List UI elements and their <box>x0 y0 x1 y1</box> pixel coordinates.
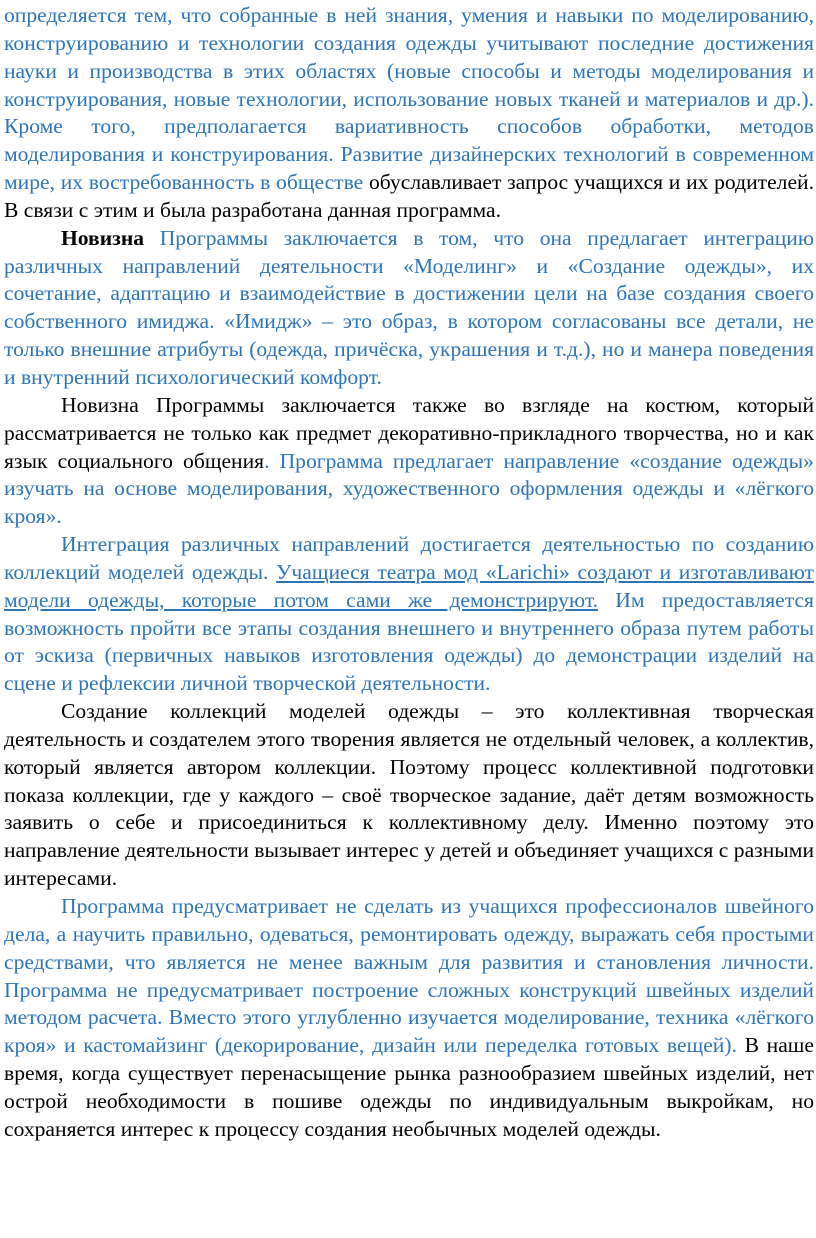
paragraph-2-bold-lead: Новизна <box>61 225 145 250</box>
paragraph-2 <box>4 225 814 392</box>
paragraph-6 <box>4 893 814 1144</box>
paragraph-4 <box>4 531 814 698</box>
paragraph-6-blue-text: Программа предусматривает не сделать из учащихся профессионалов швейного дела, а научить правильно, одеваться, ремонтировать одежду, выражать себя простыми средствами, что является не менее важным для развития и становления личности. Программа не предусматривает построение сложных конструкций швейных изделий методом расчета. Вместо этого углубленно изучается моделирование, техника «лёгкого кроя» и кастомайзинг (декорирование, дизайн или переделка готовых вещей). <box>4 894 814 1058</box>
paragraph-3 <box>4 392 814 531</box>
paragraph-3-black-text: Новизна Программы заключается также во взгляде на костюм, который рассматривается не только как предмет декоративно-прикладного творчества, но и как язык социального общения <box>4 392 814 473</box>
paragraph-6-black-text: В наше время, когда существует перенасыщение рынка разнообразием швейных изделий, нет острой необходимости в пошиве одежды по индивидуальным выкройкам, но сохраняется интерес к процессу создания необычных моделей одежды. <box>4 1033 814 1141</box>
paragraph-5 <box>4 698 814 893</box>
paragraph-1-blue-text: определяется тем, что собранные в ней знания, умения и навыки по моделированию, конструированию и технологии создания одежды учитывают последние достижения науки и производства в этих областях (новые способы и методы моделирования и конструирования, новые технологии, использование новых тканей и материалов и др.). Кроме того, предполагается вариативность способов обработки, методов моделирования и конструирования. Развитие дизайнерских технологий в современном мире, их востребованность в обществе <box>4 3 814 195</box>
paragraph-1-black-text: обуславливает запрос учащихся и их родителей. В связи с этим и была разработана данная программа. <box>4 170 814 222</box>
paragraph-2-blue-text: Программы заключается в том, что она предлагает интеграцию различных направлений деятельности «Моделинг» и «Создание одежды», их сочетание, адаптацию и взаимодействие в достижении цели на базе создания своего собственного имиджа. «Имидж» – это образ, в котором согласованы все детали, не только внешние атрибуты (одежда, причёска, украшения и т.д.), но и манера поведения и внутренний психологический комфорт. <box>4 225 814 389</box>
paragraph-4-blue-text: Интеграция различных направлений достигается деятельностью по созданию коллекций моделей одежды. <box>4 532 814 584</box>
paragraph-4-blue-text-2: Им предоставляется возможность пройти все этапы создания внешнего и внутреннего образа путем работы от эскиза (первичных навыков изготовления одежды) до демонстрации изделий на сцене и рефлексии личной творческой деятельности. <box>4 587 814 696</box>
paragraph-4-underlined-text: Учащиеся театра мод «Larichi» создают и изготавливают модели одежды, которые потом сами же демонстрируют. <box>4 559 814 612</box>
paragraph-5-black-text: Создание коллекций моделей одежды – это коллективная творческая деятельность и создателем этого творения является не отдельный человек, а коллектив, который является автором коллекции. Поэтому процесс коллективной подготовки показа коллекции, где у каждого – своё творческое задание, даёт детям возможность заявить о себе и присоединиться к коллективному делу. Именно поэтому это направление деятельности вызывает интерес у детей и объединяет учащихся с разными интересами. <box>4 699 814 891</box>
paragraph-3-blue-text: . Программа предлагает направление «создание одежды» изучать на основе моделирования, художественного оформления одежды и «лёгкого кроя». <box>4 448 814 529</box>
paragraph-1 <box>4 2 814 225</box>
